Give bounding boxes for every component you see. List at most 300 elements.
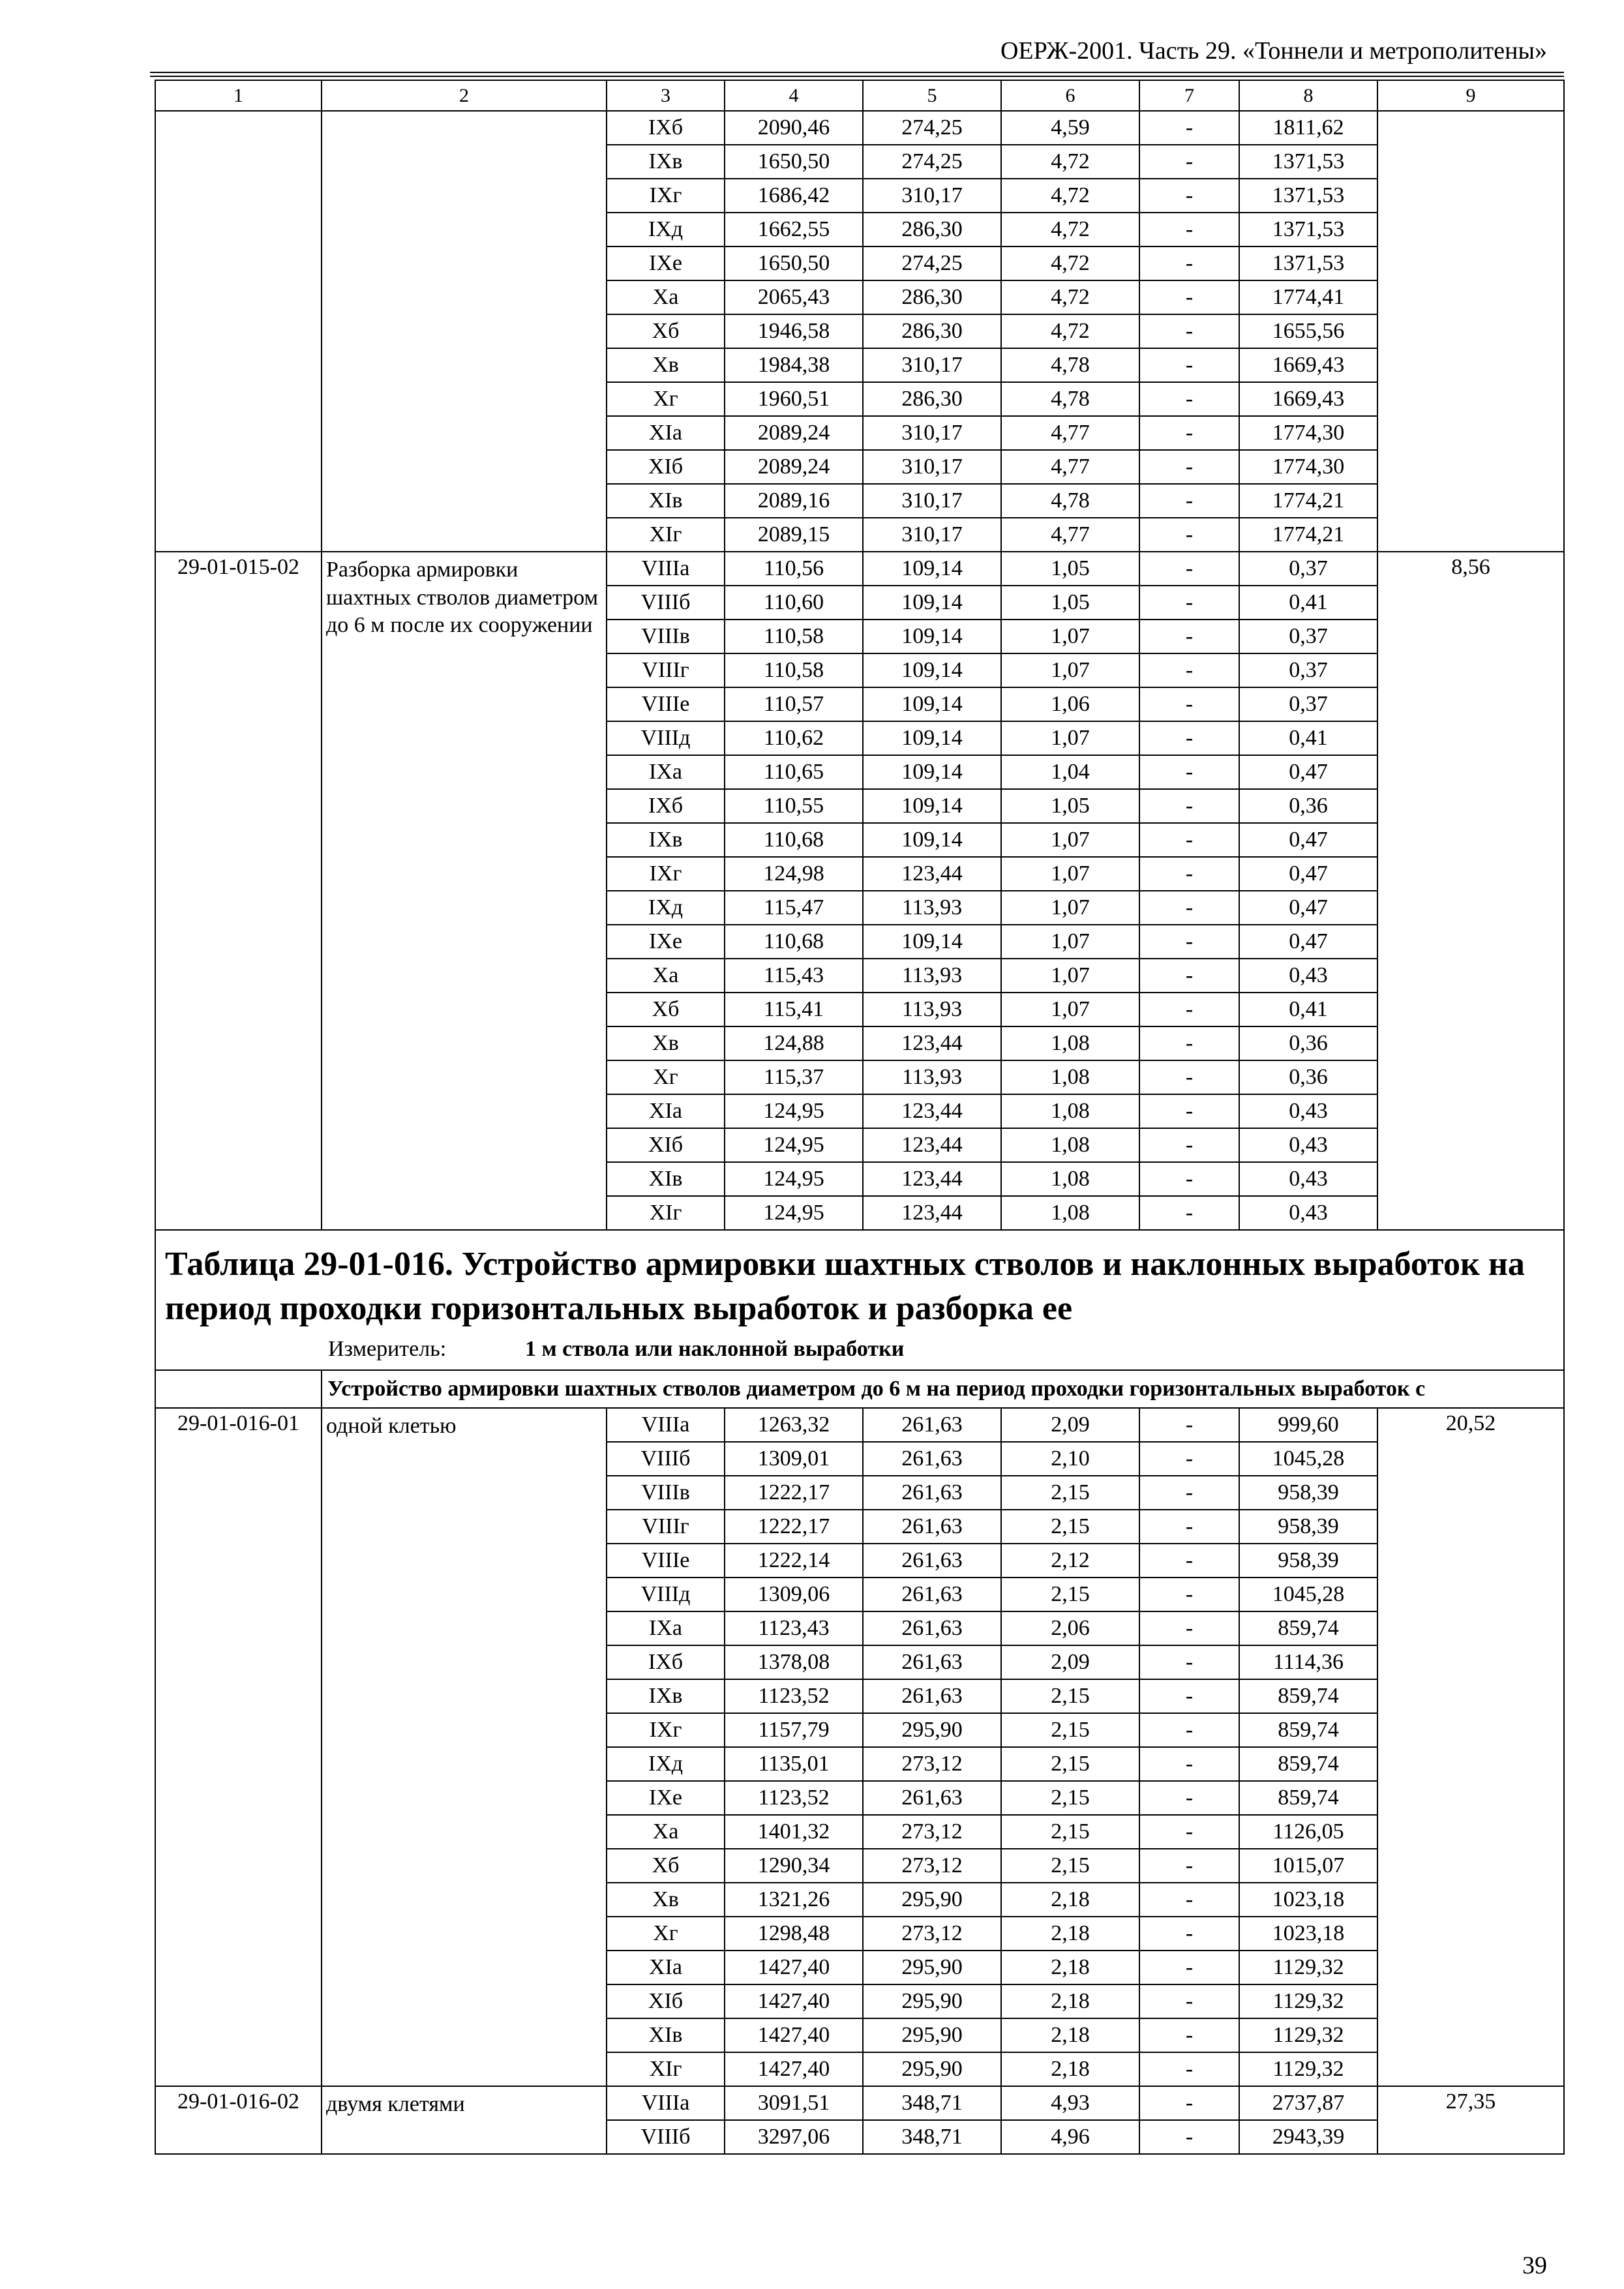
value-cell: 110,68: [725, 823, 863, 857]
value-cell: 123,44: [863, 857, 1001, 891]
value-cell: 2089,15: [725, 518, 863, 552]
value-cell: 286,30: [863, 280, 1001, 314]
value-cell: -: [1139, 1060, 1239, 1094]
value-cell: 4,78: [1001, 484, 1139, 518]
value-cell: 0,36: [1239, 1026, 1377, 1060]
value-cell: Xа: [607, 1815, 725, 1849]
value-cell: 109,14: [863, 789, 1001, 823]
value-cell: 4,77: [1001, 450, 1139, 484]
value-cell: 115,43: [725, 959, 863, 993]
value-cell: XIа: [607, 1094, 725, 1128]
value-cell: 1114,36: [1239, 1645, 1377, 1679]
value-cell: 2,12: [1001, 1544, 1139, 1578]
value-cell: 1123,43: [725, 1611, 863, 1645]
value-cell: 1129,32: [1239, 2018, 1377, 2052]
value-cell: 1427,40: [725, 1984, 863, 2018]
value-cell: VIIIг: [607, 653, 725, 687]
col9-value: 27,35: [1377, 2086, 1564, 2154]
value-cell: 2,18: [1001, 2018, 1139, 2052]
value-cell: 1,06: [1001, 687, 1139, 721]
value-cell: -: [1139, 2120, 1239, 2154]
value-cell: 1774,21: [1239, 518, 1377, 552]
value-cell: 295,90: [863, 2052, 1001, 2086]
value-cell: 261,63: [863, 1510, 1001, 1544]
value-cell: 1,08: [1001, 1094, 1139, 1128]
empty-cell: [155, 1370, 322, 1408]
value-cell: 110,57: [725, 687, 863, 721]
value-cell: -: [1139, 280, 1239, 314]
value-cell: -: [1139, 179, 1239, 213]
value-cell: 1,05: [1001, 552, 1139, 586]
value-cell: 4,72: [1001, 179, 1139, 213]
value-cell: 2,18: [1001, 1917, 1139, 1951]
value-cell: 0,47: [1239, 755, 1377, 789]
value-cell: 1,07: [1001, 857, 1139, 891]
value-cell: -: [1139, 1645, 1239, 1679]
value-cell: 1,07: [1001, 620, 1139, 653]
value-cell: 0,43: [1239, 1128, 1377, 1162]
value-cell: -: [1139, 552, 1239, 586]
value-cell: 286,30: [863, 382, 1001, 416]
value-cell: 4,59: [1001, 111, 1139, 145]
value-cell: IXб: [607, 111, 725, 145]
value-cell: -: [1139, 1713, 1239, 1747]
value-cell: -: [1139, 1747, 1239, 1781]
header-rule: [150, 72, 1564, 77]
value-cell: -: [1139, 1026, 1239, 1060]
value-cell: VIIIд: [607, 721, 725, 755]
value-cell: 109,14: [863, 653, 1001, 687]
value-cell: IXв: [607, 823, 725, 857]
value-cell: 113,93: [863, 993, 1001, 1026]
value-cell: Xв: [607, 1883, 725, 1917]
value-cell: 2,15: [1001, 1713, 1139, 1747]
value-cell: 958,39: [1239, 1476, 1377, 1510]
value-cell: 295,90: [863, 1984, 1001, 2018]
value-cell: 2,06: [1001, 1611, 1139, 1645]
value-cell: VIIIб: [607, 1442, 725, 1476]
value-cell: VIIIе: [607, 687, 725, 721]
value-cell: IXа: [607, 755, 725, 789]
value-cell: -: [1139, 2086, 1239, 2120]
value-cell: 113,93: [863, 1060, 1001, 1094]
value-cell: 0,47: [1239, 857, 1377, 891]
value-cell: 4,77: [1001, 416, 1139, 450]
value-cell: XIв: [607, 2018, 725, 2052]
value-cell: 1,08: [1001, 1026, 1139, 1060]
value-cell: IXе: [607, 925, 725, 959]
value-cell: IXг: [607, 857, 725, 891]
value-cell: 273,12: [863, 1747, 1001, 1781]
value-cell: 123,44: [863, 1128, 1001, 1162]
value-cell: VIIIа: [607, 2086, 725, 2120]
value-cell: -: [1139, 789, 1239, 823]
value-cell: 1,05: [1001, 586, 1139, 620]
value-cell: IXе: [607, 247, 725, 280]
value-cell: 1129,32: [1239, 2052, 1377, 2086]
value-cell: 109,14: [863, 687, 1001, 721]
column-number: 1: [155, 80, 322, 111]
value-cell: -: [1139, 1408, 1239, 1442]
value-cell: 295,90: [863, 1883, 1001, 1917]
value-cell: -: [1139, 1815, 1239, 1849]
value-cell: 1401,32: [725, 1815, 863, 1849]
value-cell: -: [1139, 1442, 1239, 1476]
value-cell: VIIIа: [607, 1408, 725, 1442]
value-cell: Xв: [607, 1026, 725, 1060]
value-cell: 1135,01: [725, 1747, 863, 1781]
value-cell: 310,17: [863, 450, 1001, 484]
value-cell: -: [1139, 1849, 1239, 1883]
value-cell: -: [1139, 586, 1239, 620]
value-cell: 1123,52: [725, 1679, 863, 1713]
value-cell: 274,25: [863, 145, 1001, 179]
value-cell: IXд: [607, 213, 725, 247]
value-cell: 123,44: [863, 1162, 1001, 1196]
value-cell: 110,58: [725, 653, 863, 687]
value-cell: -: [1139, 1476, 1239, 1510]
value-cell: 1,05: [1001, 789, 1139, 823]
value-cell: XIб: [607, 450, 725, 484]
value-cell: 0,37: [1239, 687, 1377, 721]
value-cell: 115,37: [725, 1060, 863, 1094]
column-number: 8: [1239, 80, 1377, 111]
value-cell: 1015,07: [1239, 1849, 1377, 1883]
value-cell: 0,47: [1239, 891, 1377, 925]
table-title: Таблица 29-01-016. Устройство армировки шахтных стволов и наклонных выработок на период проходки горизонтальных выработок и разборка ее: [165, 1246, 1525, 1327]
value-cell: -: [1139, 450, 1239, 484]
value-cell: 4,72: [1001, 213, 1139, 247]
value-cell: VIIIв: [607, 620, 725, 653]
value-cell: 110,60: [725, 586, 863, 620]
value-cell: 1126,05: [1239, 1815, 1377, 1849]
measure-label: Измеритель:: [328, 1337, 447, 1362]
value-cell: 1,07: [1001, 891, 1139, 925]
value-cell: -: [1139, 823, 1239, 857]
column-number: 7: [1139, 80, 1239, 111]
value-cell: 348,71: [863, 2120, 1001, 2154]
value-cell: 1774,21: [1239, 484, 1377, 518]
value-cell: 2090,46: [725, 111, 863, 145]
value-cell: IXе: [607, 1781, 725, 1815]
value-cell: 273,12: [863, 1815, 1001, 1849]
value-cell: 2089,24: [725, 416, 863, 450]
column-number: 2: [322, 80, 607, 111]
value-cell: 1157,79: [725, 1713, 863, 1747]
value-cell: 1811,62: [1239, 111, 1377, 145]
value-cell: 859,74: [1239, 1611, 1377, 1645]
value-cell: 2,15: [1001, 1510, 1139, 1544]
value-cell: Xа: [607, 959, 725, 993]
value-cell: 1298,48: [725, 1917, 863, 1951]
value-cell: -: [1139, 1094, 1239, 1128]
value-cell: 1,08: [1001, 1196, 1139, 1230]
value-cell: 110,65: [725, 755, 863, 789]
value-cell: 1222,17: [725, 1476, 863, 1510]
value-cell: 310,17: [863, 416, 1001, 450]
value-cell: 4,72: [1001, 247, 1139, 280]
value-cell: 124,88: [725, 1026, 863, 1060]
value-cell: -: [1139, 993, 1239, 1026]
value-cell: 274,25: [863, 247, 1001, 280]
value-cell: 958,39: [1239, 1510, 1377, 1544]
value-cell: 124,95: [725, 1128, 863, 1162]
value-cell: 348,71: [863, 2086, 1001, 2120]
value-cell: 1309,01: [725, 1442, 863, 1476]
value-cell: 261,63: [863, 1578, 1001, 1611]
value-cell: 1427,40: [725, 1951, 863, 1984]
value-cell: 1,07: [1001, 959, 1139, 993]
value-cell: 4,93: [1001, 2086, 1139, 2120]
value-cell: 310,17: [863, 348, 1001, 382]
value-cell: 1309,06: [725, 1578, 863, 1611]
value-cell: 0,41: [1239, 721, 1377, 755]
value-cell: 261,63: [863, 1476, 1001, 1510]
value-cell: IXд: [607, 891, 725, 925]
value-cell: 2,10: [1001, 1442, 1139, 1476]
value-cell: Xб: [607, 314, 725, 348]
value-cell: 261,63: [863, 1611, 1001, 1645]
value-cell: 0,47: [1239, 925, 1377, 959]
value-cell: 310,17: [863, 518, 1001, 552]
value-cell: 4,78: [1001, 348, 1139, 382]
value-cell: XIб: [607, 1128, 725, 1162]
value-cell: -: [1139, 314, 1239, 348]
value-cell: -: [1139, 518, 1239, 552]
value-cell: IXв: [607, 145, 725, 179]
rate-name: [322, 111, 607, 552]
column-number: 5: [863, 80, 1001, 111]
value-cell: -: [1139, 620, 1239, 653]
value-cell: 3091,51: [725, 2086, 863, 2120]
value-cell: -: [1139, 857, 1239, 891]
value-cell: 3297,06: [725, 2120, 863, 2154]
value-cell: 2065,43: [725, 280, 863, 314]
value-cell: 1023,18: [1239, 1883, 1377, 1917]
value-cell: 958,39: [1239, 1544, 1377, 1578]
value-cell: -: [1139, 891, 1239, 925]
value-cell: 109,14: [863, 755, 1001, 789]
value-cell: -: [1139, 1679, 1239, 1713]
value-cell: 273,12: [863, 1849, 1001, 1883]
value-cell: 2943,39: [1239, 2120, 1377, 2154]
col9-value: 20,52: [1377, 1408, 1564, 2086]
value-cell: 1045,28: [1239, 1578, 1377, 1611]
subheading-text: Устройство армировки шахтных стволов диаметром до 6 м на период проходки горизонтальных выработок с: [322, 1370, 1564, 1408]
value-cell: 261,63: [863, 1442, 1001, 1476]
value-cell: 859,74: [1239, 1679, 1377, 1713]
value-cell: 261,63: [863, 1544, 1001, 1578]
column-number: 9: [1377, 80, 1564, 111]
value-cell: 113,93: [863, 959, 1001, 993]
value-cell: 0,43: [1239, 1094, 1377, 1128]
value-cell: 1,07: [1001, 823, 1139, 857]
value-cell: 110,56: [725, 552, 863, 586]
value-cell: 2,18: [1001, 1984, 1139, 2018]
value-cell: 295,90: [863, 2018, 1001, 2052]
value-cell: 1655,56: [1239, 314, 1377, 348]
value-cell: VIIIа: [607, 552, 725, 586]
value-cell: 2,09: [1001, 1408, 1139, 1442]
value-cell: XIв: [607, 1162, 725, 1196]
rate-name: двумя клетями: [322, 2086, 607, 2154]
value-cell: 1263,32: [725, 1408, 863, 1442]
value-cell: -: [1139, 2052, 1239, 2086]
value-cell: 124,95: [725, 1196, 863, 1230]
value-cell: 2,15: [1001, 1747, 1139, 1781]
value-cell: 1129,32: [1239, 1951, 1377, 1984]
value-cell: 109,14: [863, 552, 1001, 586]
value-cell: 1984,38: [725, 348, 863, 382]
value-cell: 4,72: [1001, 280, 1139, 314]
value-cell: 1427,40: [725, 2052, 863, 2086]
value-cell: 1222,14: [725, 1544, 863, 1578]
value-cell: IXа: [607, 1611, 725, 1645]
value-cell: 0,36: [1239, 1060, 1377, 1094]
value-cell: 0,41: [1239, 993, 1377, 1026]
column-number: 6: [1001, 80, 1139, 111]
value-cell: 2,18: [1001, 1951, 1139, 1984]
value-cell: -: [1139, 1951, 1239, 1984]
value-cell: -: [1139, 653, 1239, 687]
page-number: 39: [1522, 2252, 1547, 2279]
value-cell: 2,18: [1001, 1883, 1139, 1917]
value-cell: 1290,34: [725, 1849, 863, 1883]
value-cell: -: [1139, 247, 1239, 280]
value-cell: 310,17: [863, 179, 1001, 213]
value-cell: 2,18: [1001, 2052, 1139, 2086]
value-cell: 1,04: [1001, 755, 1139, 789]
value-cell: -: [1139, 1128, 1239, 1162]
col9-value: [1377, 111, 1564, 552]
value-cell: 273,12: [863, 1917, 1001, 1951]
col9-value: 8,56: [1377, 552, 1564, 1230]
value-cell: 2089,24: [725, 450, 863, 484]
value-cell: -: [1139, 1578, 1239, 1611]
value-cell: 0,37: [1239, 552, 1377, 586]
column-number: 4: [725, 80, 863, 111]
value-cell: 1,08: [1001, 1162, 1139, 1196]
value-cell: -: [1139, 1162, 1239, 1196]
value-cell: -: [1139, 1984, 1239, 2018]
value-cell: 109,14: [863, 925, 1001, 959]
value-cell: VIIIб: [607, 2120, 725, 2154]
value-cell: -: [1139, 484, 1239, 518]
value-cell: 115,41: [725, 993, 863, 1026]
rate-name: Разборка армировки шахтных стволов диаметром до 6 м после их сооружении: [322, 552, 607, 1230]
value-cell: 0,43: [1239, 1162, 1377, 1196]
value-cell: -: [1139, 145, 1239, 179]
value-cell: 295,90: [863, 1951, 1001, 1984]
value-cell: 0,43: [1239, 959, 1377, 993]
value-cell: 110,62: [725, 721, 863, 755]
value-cell: 1371,53: [1239, 213, 1377, 247]
value-cell: Xг: [607, 1060, 725, 1094]
value-cell: 124,98: [725, 857, 863, 891]
value-cell: 0,41: [1239, 586, 1377, 620]
value-cell: 1427,40: [725, 2018, 863, 2052]
value-cell: 0,37: [1239, 653, 1377, 687]
value-cell: 2,15: [1001, 1578, 1139, 1611]
value-cell: XIб: [607, 1984, 725, 2018]
value-cell: 1222,17: [725, 1510, 863, 1544]
value-cell: 859,74: [1239, 1781, 1377, 1815]
value-cell: 1,07: [1001, 925, 1139, 959]
value-cell: 1,07: [1001, 653, 1139, 687]
value-cell: 110,55: [725, 789, 863, 823]
value-cell: XIг: [607, 2052, 725, 2086]
value-cell: 110,68: [725, 925, 863, 959]
value-cell: 1946,58: [725, 314, 863, 348]
value-cell: 1371,53: [1239, 179, 1377, 213]
value-cell: 1669,43: [1239, 348, 1377, 382]
column-number: 3: [607, 80, 725, 111]
value-cell: 1023,18: [1239, 1917, 1377, 1951]
value-cell: -: [1139, 1510, 1239, 1544]
value-cell: IXг: [607, 179, 725, 213]
value-cell: 109,14: [863, 823, 1001, 857]
value-cell: XIв: [607, 484, 725, 518]
value-cell: Xб: [607, 1849, 725, 1883]
value-cell: 2,09: [1001, 1645, 1139, 1679]
table-title-cell: [155, 1230, 1564, 1370]
measure-value: 1 м ствола или наклонной выработки: [525, 1337, 905, 1362]
value-cell: -: [1139, 1917, 1239, 1951]
value-cell: 1,08: [1001, 1128, 1139, 1162]
value-cell: IXб: [607, 789, 725, 823]
value-cell: XIг: [607, 518, 725, 552]
value-cell: 123,44: [863, 1094, 1001, 1128]
value-cell: 261,63: [863, 1679, 1001, 1713]
value-cell: VIIIб: [607, 586, 725, 620]
value-cell: 1129,32: [1239, 1984, 1377, 2018]
value-cell: -: [1139, 111, 1239, 145]
value-cell: 261,63: [863, 1645, 1001, 1679]
value-cell: IXб: [607, 1645, 725, 1679]
value-cell: XIа: [607, 1951, 725, 1984]
value-cell: 1774,30: [1239, 450, 1377, 484]
table-row: [155, 2086, 1564, 2120]
value-cell: 1662,55: [725, 213, 863, 247]
value-cell: 1045,28: [1239, 1442, 1377, 1476]
value-cell: XIа: [607, 416, 725, 450]
value-cell: Xв: [607, 348, 725, 382]
value-cell: 109,14: [863, 586, 1001, 620]
value-cell: -: [1139, 213, 1239, 247]
value-cell: VIIIг: [607, 1510, 725, 1544]
value-cell: -: [1139, 1611, 1239, 1645]
value-cell: 1774,41: [1239, 280, 1377, 314]
value-cell: VIIIв: [607, 1476, 725, 1510]
value-cell: 0,36: [1239, 789, 1377, 823]
value-cell: Xг: [607, 382, 725, 416]
value-cell: 0,47: [1239, 823, 1377, 857]
value-cell: 4,77: [1001, 518, 1139, 552]
value-cell: 2089,16: [725, 484, 863, 518]
rate-name: одной клетью: [322, 1408, 607, 2086]
rate-code: 29-01-015-02: [155, 552, 322, 1230]
value-cell: 1378,08: [725, 1645, 863, 1679]
value-cell: VIIIе: [607, 1544, 725, 1578]
value-cell: 1650,50: [725, 145, 863, 179]
value-cell: 109,14: [863, 620, 1001, 653]
value-cell: 4,96: [1001, 2120, 1139, 2154]
subheading-row: [155, 1370, 1564, 1408]
value-cell: 1123,52: [725, 1781, 863, 1815]
value-cell: 113,93: [863, 891, 1001, 925]
value-cell: 0,37: [1239, 620, 1377, 653]
value-cell: -: [1139, 348, 1239, 382]
